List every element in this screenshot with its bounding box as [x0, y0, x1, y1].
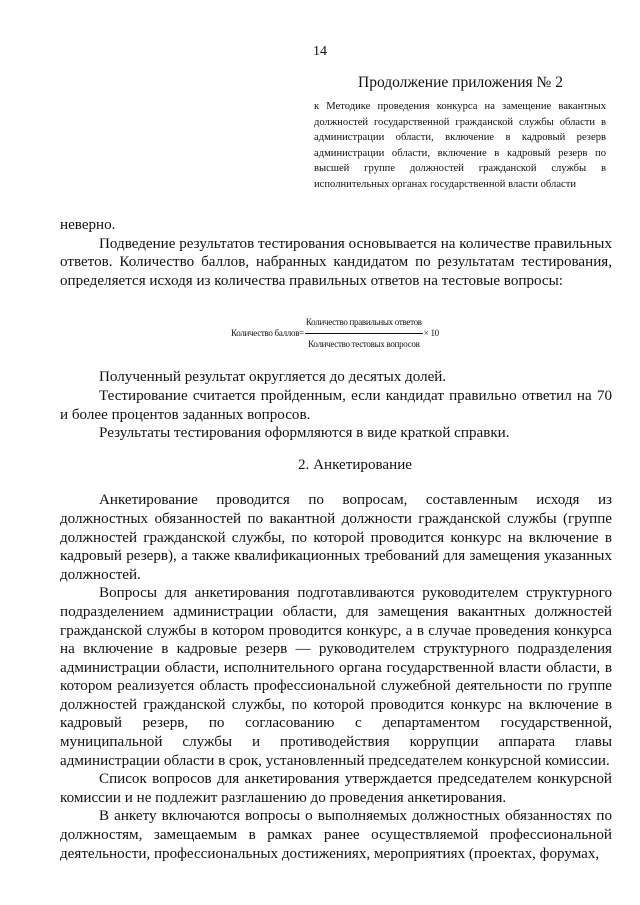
paragraph-results-summary: Подведение результатов тестирования основывается на количестве правильных ответов. Количество баллов, набранных кандидатом по результатам тестирования, определяется исходя из количества правильных ответов на тестовые вопросы: — [60, 235, 612, 289]
document-body — [60, 216, 612, 863]
section-heading: 2. Анкетирование — [298, 456, 412, 473]
appendix-subtitle: к Методике проведения конкурса на замещение вакантных должностей государственной гражданской службы области в администрации области, включение в кадровый резерв администрации области, включение в кадровый резерв по высшей группе должностей гражданской службы в исполнительных органах государственной власти области — [314, 101, 606, 190]
appendix-title: Продолжение приложения № 2 — [358, 74, 563, 91]
formula-equals: = — [299, 328, 304, 339]
formula-expression — [231, 313, 439, 353]
formula-denominator: Количество тестовых вопросов — [308, 338, 420, 349]
paragraph-pass-threshold: Тестирование считается пройденным, если кандидат правильно ответил на 70 и более процентов заданных вопросов. — [60, 387, 612, 423]
paragraph-rounding: Полученный результат округляется до десятых долей. — [99, 369, 447, 386]
score-formula — [60, 305, 612, 355]
formula-multiplier: × 10 — [423, 328, 439, 339]
formula-fraction — [305, 313, 423, 353]
paragraph-questionnaire-preparation: Вопросы для анкетирования подготавливаются руководителем структурного подразделением администрации области, для замещения вакантных должностей гражданской службы в котором проводится конкурс, а в случае проведения конкурса на включение в кадровые резерв — руководителем структурного подразделения администрации области, исполнительного органа государственной власти области, в котором реализуется область профессиональной служебной деятельности по группе должностей гражданской службы, по которой проводится конкурс на включение в кадровый резерв, по согласованию с департаментом государственной, муниципальной службы и противодействия коррупции аппарата главы администрации области в срок, установленный председателем конкурсной комиссии. — [60, 585, 612, 769]
paragraph-questionnaire-approval: Список вопросов для анкетирования утверждается председателем конкурсной комиссии и не подлежит разглашению до проведения анкетирования. — [60, 771, 612, 806]
paragraph-results-report: Результаты тестирования оформляются в виде краткой справки. — [99, 425, 510, 442]
paragraph-questionnaire-basis: Анкетирование проводится по вопросам, составленным исходя из должностных обязанностей по вакантной должности гражданской службы (группе должностей гражданской службы, по которой проводится конкурс на включение в кадровый резерв), а также квалификационных требований для замещения указанных должностей. — [60, 492, 612, 583]
paragraph-continuation: неверно. — [60, 217, 116, 233]
formula-left: Количество баллов — [231, 328, 300, 339]
paragraph-questionnaire-content: В анкету включаются вопросы о выполняемых должностных обязанностях по должностям, замещаемым в рамках ранее осуществляемой профессиональной деятельности, профессиональных достижениях, мероприятиях (проектах, форумах, — [60, 808, 612, 862]
formula-numerator: Количество правильных ответов — [305, 313, 423, 334]
page-number: 14 — [313, 44, 327, 59]
